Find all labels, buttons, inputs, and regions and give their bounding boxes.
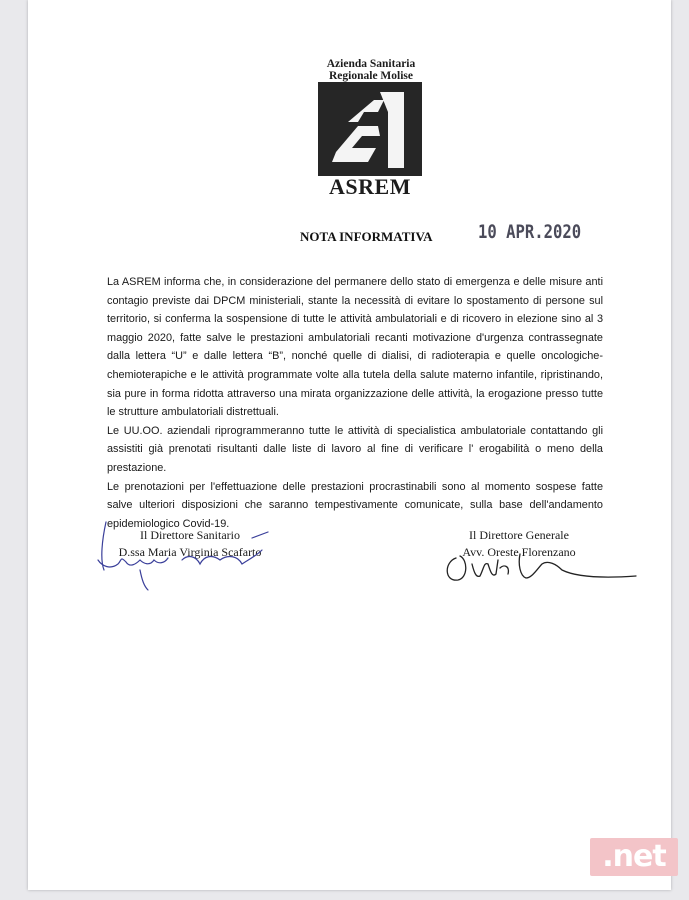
left-signatory-role: Il Direttore Sanitario: [140, 528, 240, 542]
asrem-logo: [318, 82, 422, 176]
body-paragraph-1: La ASREM informa che, in considerazione del permanere dello stato di emergenza e delle misure anti contagio previste dai DPCM ministeriali, stante la necessità di evitare lo spostamento di persone sul territorio, si conferma la sospensione di tutte le attività ambulatoriali e di ricovero in elezione sino al 3 maggio 2020, fatte salve le prestazioni ambulatoriali recanti motivazione d'urgenza contrassegnate dalla lettera “U” e dalle lettera “B”, nonché quelle di dialisi, di radioterapia e quelle oncologiche-chemioterapiche e le attività programmate volte alla tutela della salute materno infantile, ripristinando, sia pure in forma ridotta attraverso una mirata organizzazione delle attività, la erogazione presso tutte le strutture ambulatoriali distrettuali.: [107, 276, 603, 419]
asrem-logo-mark: [318, 82, 422, 176]
right-signatory-role: Il Direttore Generale: [469, 528, 569, 542]
org-name-line2: Regionale Molise: [329, 70, 413, 82]
body-paragraph-2: Le UU.OO. aziendali riprogrammeranno tutte le attività di specialistica ambulatoriale contattando gli assistiti già prenotati risultanti dalle liste di lavoro al fine di verificare l' erogabilità o meno della prestazione.: [107, 424, 603, 474]
date-stamp: 10 APR.2020: [478, 221, 582, 243]
right-handwritten-signature: [438, 538, 643, 588]
document-title: NOTA INFORMATIVA: [300, 229, 433, 244]
right-signatory-name: Avv. Oreste Florenzano: [462, 545, 576, 559]
body-paragraph-3: Le prenotazioni per l'effettuazione delle prestazioni procrastinabili sono al momento sospese fatte salve ulteriori disposizioni che saranno tempestivamente comunicate, sulla base dell'andamento epidemiologico Covid-19.: [107, 480, 603, 530]
document-body: [107, 273, 603, 533]
org-acronym: ASREM: [329, 174, 411, 199]
org-name-line1: Azienda Sanitaria: [326, 58, 416, 70]
left-handwritten-signature: [92, 520, 282, 595]
left-signatory-name: D.ssa Maria Virginia Scafarto: [118, 545, 262, 559]
site-watermark: .net: [590, 838, 678, 876]
